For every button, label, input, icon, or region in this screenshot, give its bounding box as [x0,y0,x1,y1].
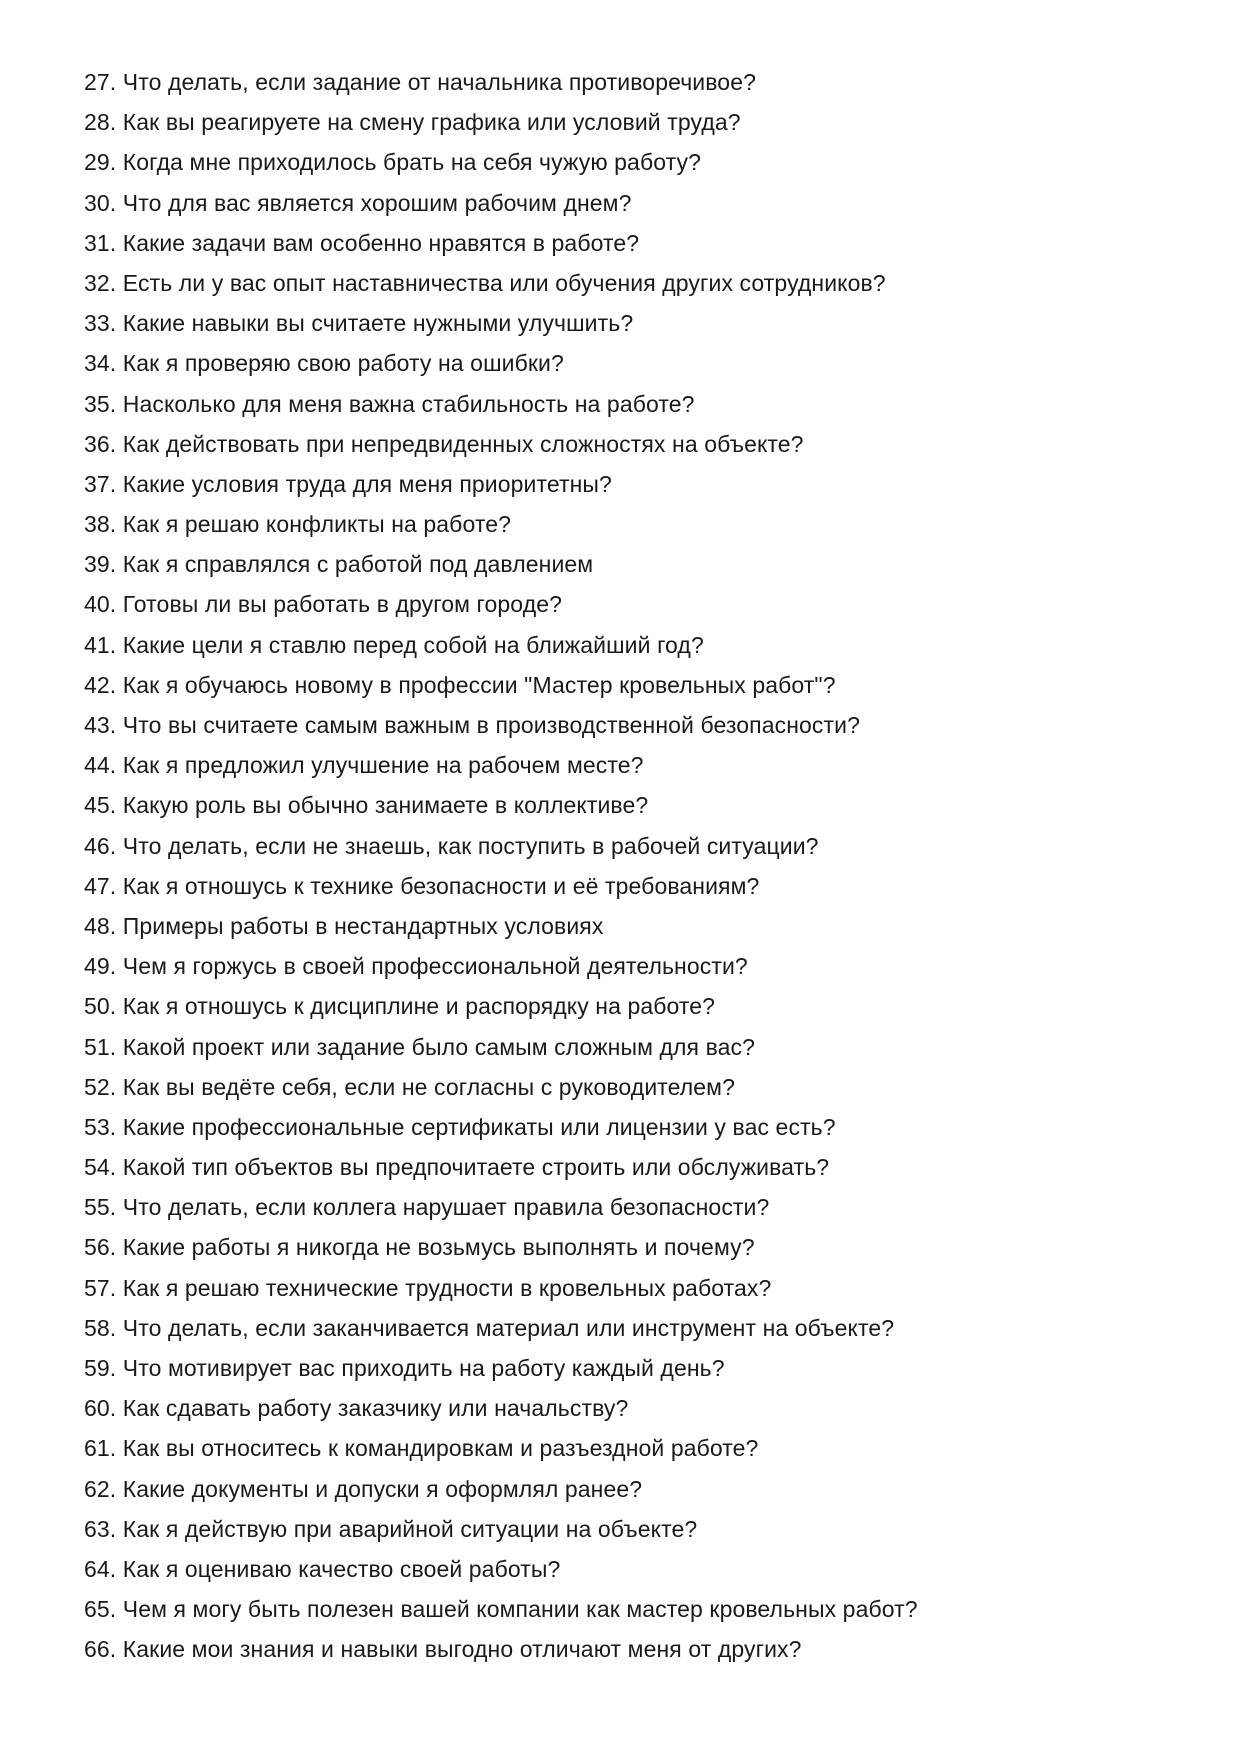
question-item [84,1629,1184,1669]
question-number: 29. [84,149,117,176]
question-number: 52. [84,1073,117,1100]
question-item [84,1549,1184,1589]
question-text: Какие мои знания и навыки выгодно отличают меня от других? [122,1636,802,1663]
question-text: Что делать, если заканчивается материал или инструмент на объекте? [122,1314,895,1341]
question-text: Как я оцениваю качество своей работы? [122,1555,561,1582]
question-text: Как я предложил улучшение на рабочем месте? [122,752,644,779]
question-text: Как вы реагируете на смену графика или условий труда? [122,109,741,136]
question-number: 28. [84,109,117,136]
question-item [84,1107,1184,1147]
question-number: 31. [84,229,117,256]
question-text: Какой тип объектов вы предпочитаете строить или обслуживать? [122,1154,830,1181]
question-text: Как я решаю технические трудности в кровельных работах? [122,1274,772,1301]
question-text: Какой проект или задание было самым сложным для вас? [122,1033,756,1060]
question-item [84,826,1184,866]
question-item [84,1027,1184,1067]
question-item [84,745,1184,785]
question-text: Как я действую при аварийной ситуации на объекте? [122,1515,698,1542]
question-item [84,464,1184,504]
question-text: Какие навыки вы считаете нужными улучшить? [122,310,634,337]
question-text: Какие работы я никогда не возьмусь выполнять и почему? [122,1234,755,1261]
question-number: 65. [84,1596,117,1623]
question-text: Как действовать при непредвиденных сложностях на объекте? [122,430,804,457]
question-text: Когда мне приходилось брать на себя чужую работу? [122,149,701,176]
question-number: 56. [84,1234,117,1261]
question-number: 40. [84,591,117,618]
question-item [84,1509,1184,1549]
question-item [84,1589,1184,1629]
question-item [84,785,1184,825]
question-item [84,1227,1184,1267]
question-text: Как вы относитесь к командировкам и разъездной работе? [122,1435,759,1462]
question-item [84,1147,1184,1187]
question-number: 64. [84,1555,117,1582]
question-number: 32. [84,269,117,296]
question-text: Какую роль вы обычно занимаете в коллективе? [122,792,649,819]
question-text: Какие профессиональные сертификаты или лицензии у вас есть? [122,1113,836,1140]
question-item [84,1067,1184,1107]
question-item [84,705,1184,745]
question-item [84,544,1184,584]
question-item [84,866,1184,906]
question-number: 37. [84,470,117,497]
question-number: 46. [84,832,117,859]
question-text: Как я справлялся с работой под давлением [122,551,594,578]
question-text: Как сдавать работу заказчику или начальству? [122,1395,629,1422]
question-text: Готовы ли вы работать в другом городе? [122,591,562,618]
question-item [84,102,1184,142]
question-list [84,62,1184,1670]
question-number: 38. [84,511,117,538]
question-number: 45. [84,792,117,819]
question-number: 57. [84,1274,117,1301]
question-text: Как я обучаюсь новому в профессии "Мастер кровельных работ"? [122,671,836,698]
question-text: Что делать, если не знаешь, как поступить в рабочей ситуации? [122,832,819,859]
question-number: 34. [84,350,117,377]
question-number: 55. [84,1194,117,1221]
question-number: 63. [84,1515,117,1542]
question-text: Какие задачи вам особенно нравятся в работе? [122,229,640,256]
question-item [84,946,1184,986]
question-number: 48. [84,912,117,939]
question-item [84,1308,1184,1348]
question-text: Насколько для меня важна стабильность на работе? [122,390,695,417]
question-number: 36. [84,430,117,457]
question-item [84,62,1184,102]
question-item [84,183,1184,223]
question-item [84,1348,1184,1388]
question-item [84,223,1184,263]
question-item [84,584,1184,624]
question-item [84,625,1184,665]
question-item [84,303,1184,343]
question-item [84,343,1184,383]
question-number: 41. [84,631,117,658]
question-item [84,665,1184,705]
question-text: Какие цели я ставлю перед собой на ближайший год? [122,631,704,658]
question-number: 58. [84,1314,117,1341]
question-number: 60. [84,1395,117,1422]
question-text: Что мотивирует вас приходить на работу каждый день? [122,1355,725,1381]
question-item [84,986,1184,1026]
question-number: 50. [84,993,117,1020]
question-number: 66. [84,1636,117,1663]
question-item [84,1388,1184,1428]
question-item [84,424,1184,464]
question-number: 33. [84,310,117,337]
question-text: Что делать, если задание от начальника противоречивое? [122,69,756,95]
question-number: 54. [84,1154,117,1181]
question-text: Что для вас является хорошим рабочим днем? [122,189,632,216]
question-text: Как вы ведёте себя, если не согласны с руководителем? [122,1073,735,1100]
question-text: Какие документы и допуски я оформлял ранее? [122,1475,643,1502]
question-text: Есть ли у вас опыт наставничества или обучения других сотрудников? [122,269,886,296]
question-number: 43. [84,712,117,738]
question-number: 27. [84,69,117,95]
question-number: 53. [84,1113,117,1140]
question-text: Какие условия труда для меня приоритетны? [122,470,612,497]
question-text: Что делать, если коллега нарушает правила безопасности? [122,1194,770,1221]
question-number: 35. [84,390,117,417]
question-number: 51. [84,1033,117,1060]
question-number: 30. [84,189,117,216]
question-item [84,1469,1184,1509]
question-item [84,263,1184,303]
question-number: 42. [84,671,117,698]
question-number: 62. [84,1475,117,1502]
question-number: 59. [84,1355,117,1381]
question-item [84,906,1184,946]
question-text: Чем я горжусь в своей профессиональной деятельности? [122,953,748,980]
question-number: 49. [84,953,117,980]
question-item [84,142,1184,182]
question-item [84,1428,1184,1468]
question-number: 47. [84,872,117,899]
question-text: Чем я могу быть полезен вашей компании как мастер кровельных работ? [122,1596,918,1623]
question-text: Примеры работы в нестандартных условиях [122,912,604,939]
question-text: Что вы считаете самым важным в производственной безопасности? [122,712,860,738]
question-text: Как я решаю конфликты на работе? [122,511,511,538]
question-text: Как я отношусь к дисциплине и распорядку на работе? [122,993,716,1020]
question-item [84,1187,1184,1227]
question-number: 39. [84,551,117,578]
question-number: 61. [84,1435,117,1462]
question-item [84,1268,1184,1308]
question-item [84,384,1184,424]
question-item [84,504,1184,544]
question-number: 44. [84,752,117,779]
question-text: Как я проверяю свою работу на ошибки? [122,350,564,377]
question-text: Как я отношусь к технике безопасности и её требованиям? [122,872,760,899]
